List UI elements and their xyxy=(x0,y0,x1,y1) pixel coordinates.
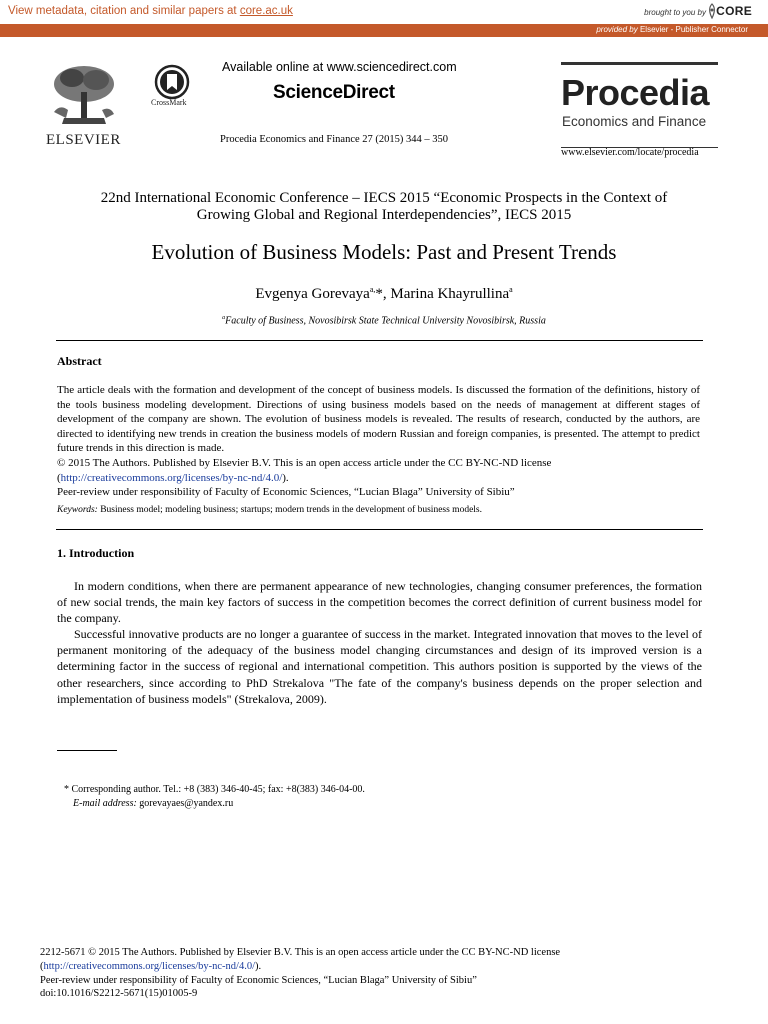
paragraph: In modern conditions, when there are permanent appearance of new technologies, changing consumer preferences, the formation of new social trends, the main key factors of success in the competition becomes the correct definition of current business model for the company. xyxy=(57,579,702,626)
doi[interactable]: doi:10.1016/S2212-5671(15)01005-9 xyxy=(40,988,198,1000)
license-open: ( xyxy=(57,471,61,484)
core-brought-text: brought to you by xyxy=(644,8,706,17)
email-line xyxy=(64,797,365,811)
elsevier-wordmark: ELSEVIER xyxy=(46,132,121,148)
issn-line: 2212-5671 © 2015 The Authors. Published by Elsevier B.V. This is an open access article under the CC BY-NC-ND license xyxy=(40,947,561,958)
author-1-affil: a, xyxy=(369,285,376,294)
author-1: Evgenya Gorevaya xyxy=(255,286,370,302)
author-2-affil: a xyxy=(509,285,513,294)
provider-name: Elsevier - Publisher Connector xyxy=(639,25,748,34)
keywords xyxy=(57,503,700,518)
footnote-rule xyxy=(57,750,117,751)
keywords-label: Keywords: xyxy=(57,504,98,515)
divider-top xyxy=(56,340,703,341)
license-link[interactable]: http://creativecommons.org/licenses/by-nc-nd/4.0/ xyxy=(60,471,283,484)
elsevier-tree-icon xyxy=(44,62,124,130)
sciencedirect-logo: ScienceDirect xyxy=(273,82,395,103)
author-2: Marina Khayrullina xyxy=(390,286,510,302)
paper-title: Evolution of Business Models: Past and Present Trends xyxy=(151,240,617,264)
core-logo[interactable]: CORE xyxy=(716,4,752,18)
provided-by-label: provided by xyxy=(596,25,638,34)
bottom-peer-review: Peer-review under responsibility of Faculty of Economic Sciences, “Lucian Blaga” University of Sibiu” xyxy=(40,974,477,986)
provider-bar xyxy=(0,24,768,37)
email-address[interactable]: gorevayaes@yandex.ru xyxy=(136,797,234,809)
abstract-text: The article deals with the formation and development of the concept of business models. Is discussed the formation of the definitions, history of the tools business modeling development. Directions of using business models based on the needs of management at different stages of development of the company are shown. The evolution of business models is revealed. The results of research, conducted by the authors, are directed to identifying new trends in creation the business models of modern Russian and foreign companies, is presented. The attempt to predict future trends in this direction is made. xyxy=(57,384,700,455)
section-heading: 1. Introduction xyxy=(57,546,135,560)
paragraph: Successful innovative products are no longer a guarantee of success in the market. Integrated innovation that moves to the level of permanent monitoring of the adequacy of the business model changing circumstances and design of its improved version is a determining factor in the success of regional and international competition. This authors position is supported by the views of the other researchers, since according to PhD Strekalova "The fate of the company's business depends on the proper selection and implementation of business models" (Strekalova, 2009). xyxy=(57,627,702,706)
author-separator: , xyxy=(382,286,391,302)
crossmark-icon[interactable] xyxy=(154,64,190,100)
bottom-copyright xyxy=(40,946,560,1001)
license-close: ). xyxy=(282,471,289,484)
affiliation xyxy=(0,315,768,326)
bottom-license xyxy=(40,960,560,974)
journal-reference: Procedia Economics and Finance 27 (2015) 344 – 350 xyxy=(220,134,449,145)
abstract-block xyxy=(57,383,700,517)
conference-line-2: Growing Global and Regional Interdependencies”, IECS 2015 xyxy=(196,207,572,223)
footnote xyxy=(64,783,365,810)
author-list xyxy=(0,285,768,303)
crossmark-label: CrossMark xyxy=(151,98,187,107)
abstract-heading: Abstract xyxy=(57,354,102,368)
conference-line-1: 22nd International Economic Conference – IECS 2015 “Economic Prospects in the Context of xyxy=(100,190,668,206)
procedia-subtitle: Economics and Finance xyxy=(562,114,707,129)
conference-name xyxy=(40,190,728,224)
core-link[interactable]: core.ac.uk xyxy=(239,5,293,17)
available-online: Available online at www.sciencedirect.com xyxy=(222,60,457,74)
introduction-body xyxy=(57,578,702,707)
corresponding-author: * Corresponding author. Tel.: +8 (383) 346-40-45; fax: +8(383) 346-04-00. xyxy=(64,784,365,795)
abstract-copyright: © 2015 The Authors. Published by Elsevier B.V. This is an open access article under the CC BY-NC-ND license xyxy=(57,456,552,469)
affiliation-text: Faculty of Business, Novosibirsk State Technical University Novosibirsk, Russia xyxy=(225,315,546,327)
bottom-license-link[interactable]: http://creativecommons.org/licenses/by-nc-nd/4.0/ xyxy=(43,960,256,972)
core-metadata-line xyxy=(8,5,293,17)
abstract-license xyxy=(57,471,700,486)
divider-bottom xyxy=(56,529,703,530)
core-metadata-text: View metadata, citation and similar papers at xyxy=(8,5,240,17)
affiliation-mark: a xyxy=(222,315,226,321)
provider-text xyxy=(596,25,748,34)
email-label: E-mail address: xyxy=(73,797,137,809)
bottom-url-open: ( xyxy=(40,960,44,972)
abstract-peer-review: Peer-review under responsibility of Faculty of Economic Sciences, “Lucian Blaga” University of Sibiu” xyxy=(57,486,515,499)
core-banner xyxy=(0,0,768,25)
bottom-url-close: ). xyxy=(255,960,262,972)
procedia-title: Procedia xyxy=(561,72,710,113)
procedia-logo xyxy=(561,62,718,148)
keywords-text: Business model; modeling business; startups; modern trends in the development of business models. xyxy=(97,504,482,515)
corresponding-mark: * xyxy=(375,286,383,302)
journal-url: www.elsevier.com/locate/procedia xyxy=(561,147,699,158)
